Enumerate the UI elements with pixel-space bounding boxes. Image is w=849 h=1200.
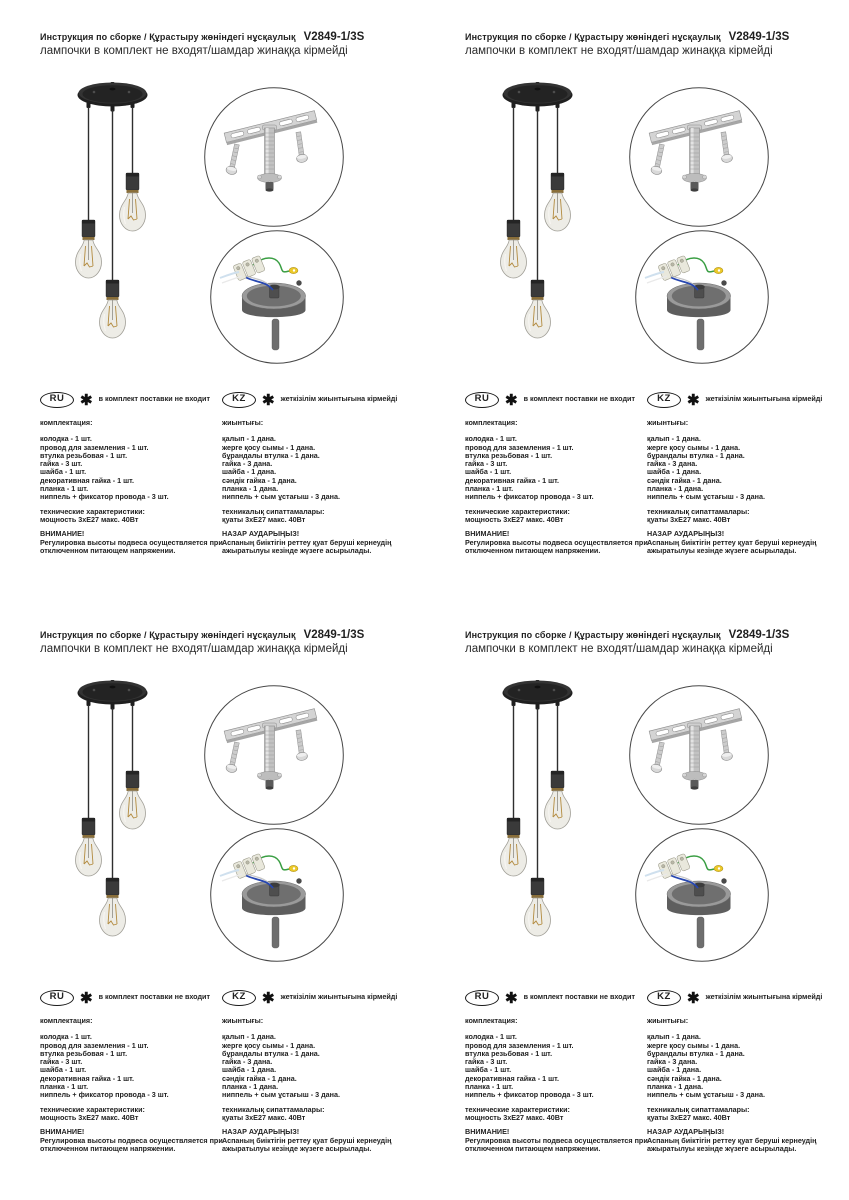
component-item: бұрандалы втулка - 1 дана. <box>647 1048 745 1058</box>
panel-subtitle: лампочки в комплект не входят/шамдар жинаққа кірмейді <box>465 643 773 655</box>
lamp-socket <box>126 771 139 791</box>
ru-badge-row <box>40 988 222 1007</box>
ru-warning <box>465 530 647 555</box>
kz-component-list <box>647 1033 829 1099</box>
component-item: гайка - 3 дана. <box>222 459 273 469</box>
component-item: шайба - 1 дана. <box>647 467 702 477</box>
component-item: втулка резьбовая - 1 шт. <box>465 1048 553 1058</box>
edison-bulb <box>76 838 102 876</box>
kz-note: жеткізілім жиынтығына кірмейді <box>705 992 823 1002</box>
component-item: колодка - 1 шт. <box>40 434 92 444</box>
ring-terminal <box>289 865 298 871</box>
component-item: планка - 1 дана. <box>222 1082 279 1092</box>
ru-warning-text: Регулировка высоты подвеса осуществляется при отключенном питающем напряжении. <box>40 537 223 555</box>
ru-note: в комплект поставки не входит <box>98 992 210 1002</box>
kz-section <box>222 390 404 555</box>
kz-badge: KZ <box>647 990 681 1006</box>
ring-terminal <box>289 267 298 273</box>
ru-section <box>465 390 647 555</box>
kz-tech-block <box>647 1106 829 1123</box>
instruction-panel-1 <box>30 30 430 595</box>
kz-warning <box>222 1128 404 1153</box>
asterisk-icon: ✱ <box>80 391 93 409</box>
ru-component-list <box>465 1033 647 1099</box>
ru-tech-block <box>40 1106 222 1123</box>
component-item: ниппель + сым ұстағыш - 3 дана. <box>222 1090 340 1100</box>
kz-component-list <box>647 435 829 501</box>
ru-warning <box>465 1128 647 1153</box>
ru-tech-value: мощность 3хЕ27 макс. 40Вт <box>40 1112 139 1122</box>
wiring-detail <box>209 229 345 365</box>
kz-tech-value: қуаты 3хЕ27 макс. 40Вт <box>222 514 306 524</box>
kz-warning-title: НАЗАР АУДАРЫҢЫЗ! <box>222 1127 300 1137</box>
ru-tech-value: мощность 3хЕ27 макс. 40Вт <box>40 514 139 524</box>
ru-tech-title: технические характеристики: <box>465 506 570 516</box>
asterisk-icon: ✱ <box>262 989 275 1007</box>
kz-badge-row <box>222 988 404 1007</box>
asterisk-icon: ✱ <box>262 391 275 409</box>
ru-badge: RU <box>465 392 499 408</box>
kz-warning-text: Аспаның биіктігін реттеу қуат беруші кернеудің ажыратылуы кезінде жүзеге асырылады. <box>647 1135 817 1153</box>
component-item: ниппель + фиксатор провода - 3 шт. <box>465 1090 594 1100</box>
component-item: втулка резьбовая - 1 шт. <box>465 450 553 460</box>
pendant-lamp-illustration <box>70 678 155 938</box>
component-item: провод для заземления - 1 шт. <box>465 1040 574 1050</box>
edison-bulb <box>76 240 102 278</box>
component-item: гайка - 3 дана. <box>647 1057 698 1067</box>
lamp-socket <box>507 818 520 838</box>
panel-subtitle: лампочки в комплект не входят/шамдар жинаққа кірмейді <box>40 45 348 57</box>
kz-note: жеткізілім жиынтығына кірмейді <box>280 992 398 1002</box>
component-item: провод для заземления - 1 шт. <box>465 442 574 452</box>
kz-warning <box>647 1128 829 1153</box>
kz-list-title: жиынтығы: <box>647 1016 689 1025</box>
ring-terminal <box>714 865 723 871</box>
model-number: V2849-1/3S <box>728 629 790 641</box>
kz-badge-row <box>222 390 404 409</box>
kz-badge: KZ <box>647 392 681 408</box>
component-item: шайба - 1 дана. <box>222 467 277 477</box>
ru-tech-title: технические характеристики: <box>465 1104 570 1114</box>
ru-tech-title: технические характеристики: <box>40 506 145 516</box>
component-item: сәндік гайка - 1 дана. <box>222 1073 297 1083</box>
panel-title: Инструкция по сборке / Құрастыру жөніндегі нұсқаулық <box>465 32 721 42</box>
kz-badge-row <box>647 988 829 1007</box>
model-number: V2849-1/3S <box>728 31 790 43</box>
component-item: колодка - 1 шт. <box>465 1032 517 1042</box>
mounting-bracket-detail <box>203 684 345 826</box>
kz-section <box>647 988 829 1153</box>
panel-title: Инструкция по сборке / Құрастыру жөніндегі нұсқаулық <box>465 630 721 640</box>
pendant-lamp-illustration <box>495 678 580 938</box>
component-item: гайка - 3 шт. <box>40 1057 83 1067</box>
panel-header <box>465 31 789 43</box>
component-item: ниппель + сым ұстағыш - 3 дана. <box>222 492 340 502</box>
kz-warning <box>222 530 404 555</box>
ru-warning-text: Регулировка высоты подвеса осуществляется при отключенном питающем напряжении. <box>40 1135 223 1153</box>
component-item: сәндік гайка - 1 дана. <box>647 475 722 485</box>
component-item: планка - 1 дана. <box>222 484 279 494</box>
edison-bulb <box>120 193 146 231</box>
kz-section <box>222 988 404 1153</box>
component-item: планка - 1 шт. <box>40 484 89 494</box>
kz-note: жеткізілім жиынтығына кірмейді <box>280 394 398 404</box>
component-item: колодка - 1 шт. <box>465 434 517 444</box>
component-item: сәндік гайка - 1 дана. <box>647 1073 722 1083</box>
kz-section <box>647 390 829 555</box>
wiring-detail <box>209 827 345 963</box>
ru-list-title: комплектация: <box>40 1016 93 1025</box>
panel-header <box>465 629 789 641</box>
ru-warning-title: ВНИМАНИЕ! <box>465 529 510 539</box>
kz-badge: KZ <box>222 990 256 1006</box>
component-item: шайба - 1 шт. <box>40 1065 87 1075</box>
instruction-panel-3 <box>30 628 430 1193</box>
lamp-socket <box>126 173 139 193</box>
kz-tech-value: қуаты 3хЕ27 макс. 40Вт <box>647 514 731 524</box>
ru-tech-value: мощность 3хЕ27 макс. 40Вт <box>465 514 564 524</box>
lamp-socket <box>106 280 119 300</box>
kz-warning-title: НАЗАР АУДАРЫҢЫЗ! <box>647 1127 725 1137</box>
component-item: бұрандалы втулка - 1 дана. <box>222 450 320 460</box>
component-item: шайба - 1 шт. <box>465 1065 512 1075</box>
component-item: декоративная гайка - 1 шт. <box>465 1073 559 1083</box>
ru-component-list <box>465 435 647 501</box>
ru-list-title: комплектация: <box>40 418 93 427</box>
component-item: планка - 1 дана. <box>647 484 704 494</box>
component-item: планка - 1 шт. <box>465 484 514 494</box>
component-item: планка - 1 дана. <box>647 1082 704 1092</box>
kz-badge: KZ <box>222 392 256 408</box>
kz-component-list <box>222 1033 404 1099</box>
ru-badge: RU <box>465 990 499 1006</box>
component-item: бұрандалы втулка - 1 дана. <box>647 450 745 460</box>
small-nut <box>721 280 726 285</box>
kz-tech-value: қуаты 3хЕ27 макс. 40Вт <box>647 1112 731 1122</box>
panel-title: Инструкция по сборке / Құрастыру жөніндегі нұсқаулық <box>40 630 296 640</box>
component-item: шайба - 1 дана. <box>647 1065 702 1075</box>
panel-header <box>40 31 364 43</box>
component-item: гайка - 3 дана. <box>222 1057 273 1067</box>
component-item: жерге қосу сымы - 1 дана. <box>647 442 741 452</box>
kz-note: жеткізілім жиынтығына кірмейді <box>705 394 823 404</box>
kz-warning-title: НАЗАР АУДАРЫҢЫЗ! <box>647 529 725 539</box>
ru-badge-row <box>40 390 222 409</box>
component-item: декоративная гайка - 1 шт. <box>465 475 559 485</box>
component-item: декоративная гайка - 1 шт. <box>40 475 134 485</box>
kz-tech-title: техникалық сипаттамалары: <box>222 506 325 516</box>
component-item: провод для заземления - 1 шт. <box>40 1040 149 1050</box>
kz-tech-block <box>222 508 404 525</box>
ru-section <box>465 988 647 1153</box>
ru-note: в комплект поставки не входит <box>523 394 635 404</box>
ru-warning-title: ВНИМАНИЕ! <box>40 529 85 539</box>
kz-warning-text: Аспаның биіктігін реттеу қуат беруші кернеудің ажыратылуы кезінде жүзеге асырылады. <box>222 1135 392 1153</box>
edison-bulb <box>545 193 571 231</box>
mounting-bracket-detail <box>628 684 770 826</box>
component-item: қалып - 1 дана. <box>647 434 701 444</box>
kz-warning-text: Аспаның биіктігін реттеу қуат беруші кернеудің ажыратылуы кезінде жүзеге асырылады. <box>647 537 817 555</box>
component-item: колодка - 1 шт. <box>40 1032 92 1042</box>
ru-tech-block <box>40 508 222 525</box>
model-number: V2849-1/3S <box>303 629 365 641</box>
asterisk-icon: ✱ <box>80 989 93 1007</box>
lamp-socket <box>106 878 119 898</box>
panel-subtitle: лампочки в комплект не входят/шамдар жинаққа кірмейді <box>465 45 773 57</box>
kz-warning-title: НАЗАР АУДАРЫҢЫЗ! <box>222 529 300 539</box>
component-item: шайба - 1 шт. <box>465 467 512 477</box>
instruction-panel-4 <box>455 628 849 1193</box>
component-item: шайба - 1 шт. <box>40 467 87 477</box>
edison-bulb <box>120 791 146 829</box>
component-item: втулка резьбовая - 1 шт. <box>40 1048 128 1058</box>
pendant-lamp-illustration <box>70 80 155 340</box>
ru-warning <box>40 530 222 555</box>
component-item: гайка - 3 дана. <box>647 459 698 469</box>
instruction-panel-2 <box>455 30 849 595</box>
wiring-detail <box>634 827 770 963</box>
lamp-socket <box>551 173 564 193</box>
panel-header <box>40 629 364 641</box>
component-item: гайка - 3 шт. <box>40 459 83 469</box>
kz-list-title: жиынтығы: <box>222 418 264 427</box>
kz-component-list <box>222 435 404 501</box>
asterisk-icon: ✱ <box>687 989 700 1007</box>
ru-warning <box>40 1128 222 1153</box>
ru-component-list <box>40 435 222 501</box>
edison-bulb <box>545 791 571 829</box>
component-item: қалып - 1 дана. <box>222 1032 276 1042</box>
mounting-bracket-detail <box>203 86 345 228</box>
small-nut <box>296 280 301 285</box>
component-item: қалып - 1 дана. <box>647 1032 701 1042</box>
component-item: ниппель + сым ұстағыш - 3 дана. <box>647 1090 765 1100</box>
asterisk-icon: ✱ <box>505 391 518 409</box>
kz-tech-title: техникалық сипаттамалары: <box>222 1104 325 1114</box>
component-item: ниппель + фиксатор провода - 3 шт. <box>40 1090 169 1100</box>
component-item: ниппель + сым ұстағыш - 3 дана. <box>647 492 765 502</box>
lamp-socket <box>531 878 544 898</box>
mounting-bracket-detail <box>628 86 770 228</box>
ru-section <box>40 390 222 555</box>
kz-list-title: жиынтығы: <box>222 1016 264 1025</box>
small-nut <box>721 878 726 883</box>
ru-note: в комплект поставки не входит <box>523 992 635 1002</box>
ru-badge-row <box>465 390 647 409</box>
cup-stem <box>272 917 279 948</box>
edison-bulb <box>100 300 126 338</box>
component-item: планка - 1 шт. <box>465 1082 514 1092</box>
component-item: втулка резьбовая - 1 шт. <box>40 450 128 460</box>
panel-title: Инструкция по сборке / Құрастыру жөніндегі нұсқаулық <box>40 32 296 42</box>
ru-warning-text: Регулировка высоты подвеса осуществляется при отключенном питающем напряжении. <box>465 1135 648 1153</box>
component-item: сәндік гайка - 1 дана. <box>222 475 297 485</box>
asterisk-icon: ✱ <box>505 989 518 1007</box>
ru-warning-title: ВНИМАНИЕ! <box>465 1127 510 1137</box>
ru-tech-block <box>465 1106 647 1123</box>
pendant-lamp-illustration <box>495 80 580 340</box>
kz-tech-title: техникалық сипаттамалары: <box>647 1104 750 1114</box>
component-item: қалып - 1 дана. <box>222 434 276 444</box>
ru-warning-title: ВНИМАНИЕ! <box>40 1127 85 1137</box>
ru-tech-value: мощность 3хЕ27 макс. 40Вт <box>465 1112 564 1122</box>
panel-subtitle: лампочки в комплект не входят/шамдар жинаққа кірмейді <box>40 643 348 655</box>
edison-bulb <box>100 898 126 936</box>
component-item: провод для заземления - 1 шт. <box>40 442 149 452</box>
kz-tech-block <box>647 508 829 525</box>
component-item: планка - 1 шт. <box>40 1082 89 1092</box>
component-item: ниппель + фиксатор провода - 3 шт. <box>465 492 594 502</box>
asterisk-icon: ✱ <box>687 391 700 409</box>
kz-list-title: жиынтығы: <box>647 418 689 427</box>
ru-section <box>40 988 222 1153</box>
ru-badge: RU <box>40 392 74 408</box>
cup-stem <box>272 319 279 350</box>
component-item: гайка - 3 шт. <box>465 459 508 469</box>
kz-warning <box>647 530 829 555</box>
ru-warning-text: Регулировка высоты подвеса осуществляется при отключенном питающем напряжении. <box>465 537 648 555</box>
lamp-socket <box>507 220 520 240</box>
edison-bulb <box>501 240 527 278</box>
kz-badge-row <box>647 390 829 409</box>
edison-bulb <box>501 838 527 876</box>
cup-stem <box>697 917 704 948</box>
lamp-socket <box>531 280 544 300</box>
edison-bulb <box>525 300 551 338</box>
kz-tech-block <box>222 1106 404 1123</box>
component-item: жерге қосу сымы - 1 дана. <box>647 1040 741 1050</box>
ru-list-title: комплектация: <box>465 1016 518 1025</box>
component-item: декоративная гайка - 1 шт. <box>40 1073 134 1083</box>
component-item: жерге қосу сымы - 1 дана. <box>222 1040 316 1050</box>
ru-tech-title: технические характеристики: <box>40 1104 145 1114</box>
ru-badge: RU <box>40 990 74 1006</box>
lamp-socket <box>82 220 95 240</box>
cup-stem <box>697 319 704 350</box>
kz-tech-value: қуаты 3хЕ27 макс. 40Вт <box>222 1112 306 1122</box>
component-item: жерге қосу сымы - 1 дана. <box>222 442 316 452</box>
component-item: гайка - 3 шт. <box>465 1057 508 1067</box>
model-number: V2849-1/3S <box>303 31 365 43</box>
ru-note: в комплект поставки не входит <box>98 394 210 404</box>
ru-component-list <box>40 1033 222 1099</box>
component-item: бұрандалы втулка - 1 дана. <box>222 1048 320 1058</box>
kz-tech-title: техникалық сипаттамалары: <box>647 506 750 516</box>
wiring-detail <box>634 229 770 365</box>
component-item: шайба - 1 дана. <box>222 1065 277 1075</box>
ru-list-title: комплектация: <box>465 418 518 427</box>
edison-bulb <box>525 898 551 936</box>
small-nut <box>296 878 301 883</box>
kz-warning-text: Аспаның биіктігін реттеу қуат беруші кернеудің ажыратылуы кезінде жүзеге асырылады. <box>222 537 392 555</box>
lamp-socket <box>82 818 95 838</box>
ring-terminal <box>714 267 723 273</box>
ru-tech-block <box>465 508 647 525</box>
lamp-socket <box>551 771 564 791</box>
ru-badge-row <box>465 988 647 1007</box>
component-item: ниппель + фиксатор провода - 3 шт. <box>40 492 169 502</box>
